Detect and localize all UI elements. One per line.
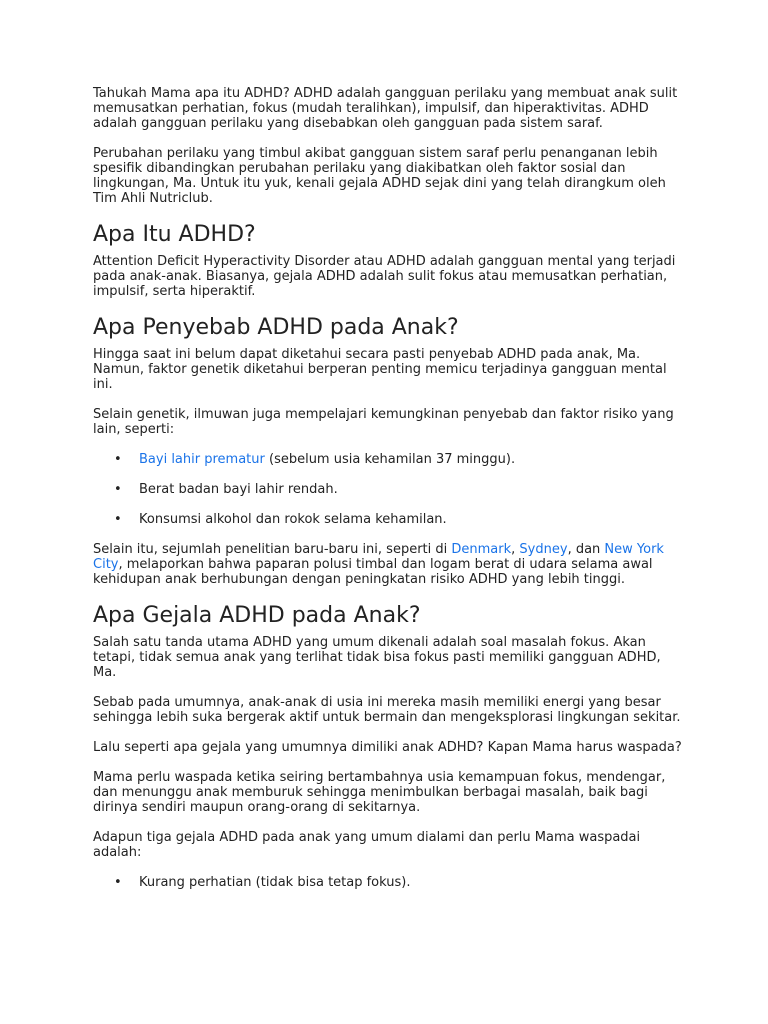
section1-paragraph-1: Attention Deficit Hyperactivity Disorder atau ADHD adalah gangguan mental yang terjadi pada anak-anak. Biasanya, gejala ADHD adalah sulit fokus atau memusatkan perhatian, impulsif, serta hiperaktif.	[93, 254, 676, 299]
list-item-text: (sebelum usia kehamilan 37 minggu).	[264, 452, 516, 467]
text-segment: ,	[511, 542, 520, 557]
heading-gejala-adhd: Apa Gejala ADHD pada Anak?	[93, 603, 421, 628]
list-item: • Kurang perhatian (tidak bisa tetap fokus).	[139, 875, 683, 890]
section3-paragraph-3: Lalu seperti apa gejala yang umumnya dimiliki anak ADHD? Kapan Mama harus waspada?	[93, 740, 682, 755]
section3-paragraph-1: Salah satu tanda utama ADHD yang umum dikenali adalah soal masalah fokus. Akan tetapi, tidak semua anak yang terlihat tidak bisa fokus pasti memiliki gangguan ADHD, Ma.	[93, 635, 661, 680]
section3-paragraph-4: Mama perlu waspada ketika seiring bertambahnya usia kemampuan fokus, mendengar, dan menunggu anak memburuk sehingga menimbulkan berbagai masalah, baik bagi dirinya sendiri maupun orang-orang di sekitarnya.	[93, 770, 666, 815]
link-new-york-city[interactable]: New York City	[93, 542, 664, 572]
intro-paragraph-1: Tahukah Mama apa itu ADHD? ADHD adalah gangguan perilaku yang membuat anak sulit memusatkan perhatian, fokus (mudah teralihkan), impulsif, dan hiperaktivitas. ADHD adalah gangguan perilaku yang disebabkan oleh gangguan pada sistem saraf.	[93, 86, 678, 131]
symptom-list	[93, 875, 683, 890]
link-denmark[interactable]: Denmark	[451, 542, 512, 557]
list-item: • Konsumsi alkohol dan rokok selama kehamilan.	[139, 512, 683, 527]
section2-paragraph-1: Hingga saat ini belum dapat diketahui secara pasti penyebab ADHD pada anak, Ma. Namun, faktor genetik diketahui berperan penting memicu terjadinya gangguan mental ini.	[93, 347, 667, 392]
list-item	[139, 452, 683, 467]
heading-apa-itu-adhd: Apa Itu ADHD?	[93, 222, 256, 247]
link-bayi-lahir-prematur[interactable]: Bayi lahir prematur	[139, 452, 265, 467]
text-segment: , dan	[567, 542, 605, 557]
section2-paragraph-2: Selain genetik, ilmuwan juga mempelajari kemungkinan penyebab dan faktor risiko yang lain, seperti:	[93, 407, 674, 437]
risk-factor-list	[93, 452, 683, 527]
section2-paragraph-3	[93, 542, 683, 587]
section3-paragraph-2: Sebab pada umumnya, anak-anak di usia ini mereka masih memiliki energi yang besar sehingga lebih suka bergerak aktif untuk bermain dan mengeksplorasi lingkungan sekitar.	[93, 695, 681, 725]
text-segment: Selain itu, sejumlah penelitian baru-baru ini, seperti di	[93, 542, 452, 557]
link-sydney[interactable]: Sydney	[519, 542, 568, 557]
list-item: • Berat badan bayi lahir rendah.	[139, 482, 683, 497]
section3-paragraph-5: Adapun tiga gejala ADHD pada anak yang umum dialami dan perlu Mama waspadai adalah:	[93, 830, 641, 860]
document-page	[93, 86, 683, 905]
heading-penyebab-adhd: Apa Penyebab ADHD pada Anak?	[93, 315, 459, 340]
text-segment: , melaporkan bahwa paparan polusi timbal dan logam berat di udara selama awal kehidupan anak berhubungan dengan peningkatan risiko ADHD yang lebih tinggi.	[93, 557, 653, 587]
intro-paragraph-2: Perubahan perilaku yang timbul akibat gangguan sistem saraf perlu penanganan lebih spesifik dibandingkan perubahan perilaku yang diakibatkan oleh faktor sosial dan lingkungan, Ma. Untuk itu yuk, kenali gejala ADHD sejak dini yang telah dirangkum oleh Tim Ahli Nutriclub.	[93, 146, 666, 206]
